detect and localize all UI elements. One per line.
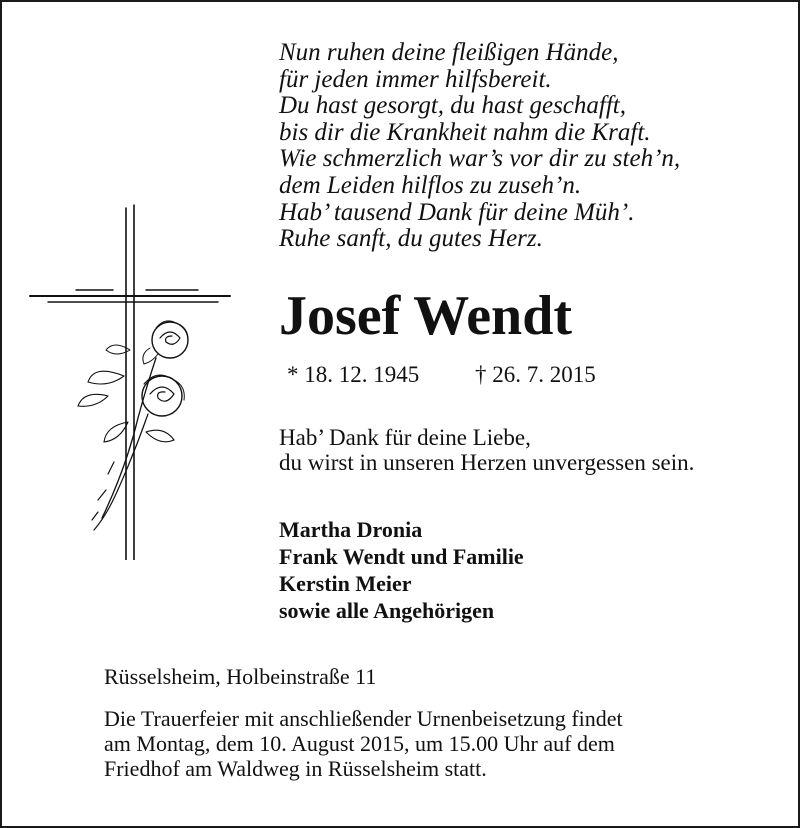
deceased-name: Josef Wendt — [279, 285, 572, 347]
poem-line: dem Leiden hilflos zu zuseh’n. — [279, 171, 582, 199]
birth-date: * 18. 12. 1945 — [287, 362, 420, 387]
cross-with-roses-icon — [28, 200, 233, 560]
thanks-line: du wirst in unseren Herzen unvergessen sein. — [279, 450, 695, 475]
poem-line: bis dir die Krankheit nahm die Kraft. — [279, 118, 651, 146]
poem — [279, 40, 680, 253]
mourner-name: Kerstin Meier — [279, 571, 412, 596]
mourner-name: Martha Dronia — [279, 517, 423, 542]
address: Rüsselsheim, Holbeinstraße 11 — [104, 664, 377, 689]
poem-line: Nun ruhen deine fleißigen Hände, — [279, 39, 619, 66]
death-date: † 26. 7. 2015 — [475, 362, 596, 387]
thanks-text — [279, 425, 694, 475]
mourner-name: Frank Wendt und Familie — [279, 544, 524, 569]
mourner-name: sowie alle Angehörigen — [279, 598, 495, 623]
funeral-line: am Montag, dem 10. August 2015, um 15.00 Uhr auf dem — [104, 731, 615, 756]
poem-line: Hab’ tausend Dank für deine Müh’. — [279, 198, 635, 226]
poem-line: Ruhe sanft, du gutes Herz. — [279, 225, 543, 253]
funeral-notice — [104, 706, 623, 781]
poem-line: Du hast gesorgt, du hast geschafft, — [279, 92, 626, 120]
funeral-line: Die Trauerfeier mit anschließender Urnenbeisetzung findet — [104, 706, 623, 731]
thanks-line: Hab’ Dank für deine Liebe, — [279, 425, 531, 450]
poem-line: für jeden immer hilfsbereit. — [279, 65, 552, 93]
mourners-list — [279, 516, 524, 624]
life-dates — [287, 360, 596, 390]
poem-line: Wie schmerzlich war’s vor dir zu steh’n, — [279, 145, 681, 173]
funeral-line: Friedhof am Waldweg in Rüsselsheim statt. — [104, 756, 487, 781]
